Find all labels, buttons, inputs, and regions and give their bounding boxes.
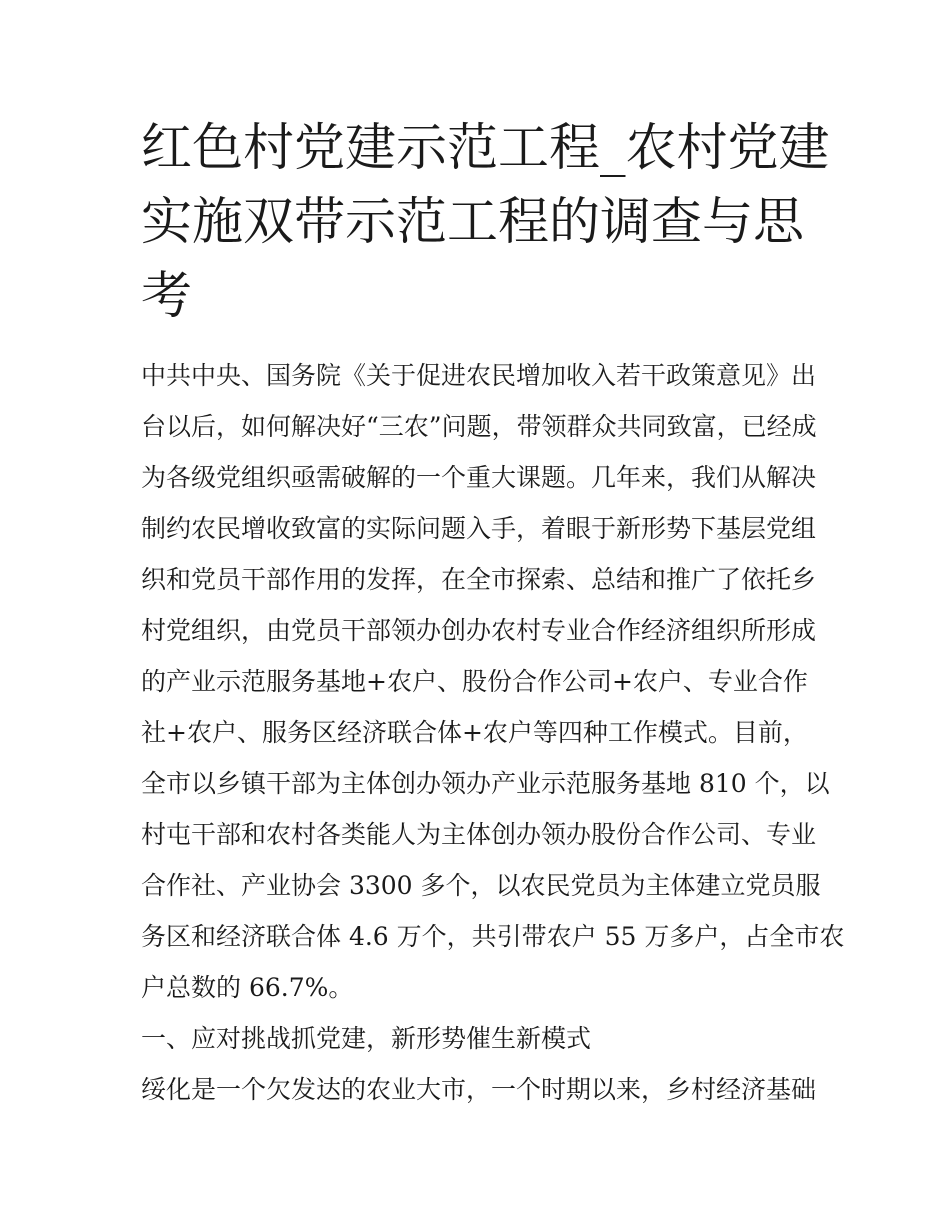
document-title xyxy=(141,112,830,334)
section-heading: 一、应对挑战抓党建，新形势催生新模式 xyxy=(141,1024,592,1053)
document-page xyxy=(141,112,845,1115)
text-line: 制约农民增收致富的实际问题入手，着眼于新形势下基层党组 xyxy=(141,514,817,543)
paragraph-body xyxy=(141,1064,817,1115)
text-line: 织和党员干部作用的发挥，在全市探索、总结和推广了依托乡 xyxy=(141,565,817,594)
text-line: 全市以乡镇干部为主体创办领办产业示范服务基地 810 个，以 xyxy=(141,769,830,798)
title-line: 实施双带示范工程的调查与思 xyxy=(141,193,805,252)
text-line: 绥化是一个欠发达的农业大市，一个时期以来，乡村经济基础 xyxy=(141,1075,817,1104)
paragraph-intro xyxy=(141,350,845,1013)
text-line: 台以后，如何解决好“三农”问题，带领群众共同致富，已经成 xyxy=(141,412,817,441)
text-line: 务区和经济联合体 4.6 万个，共引带农户 55 万多户，占全市农 xyxy=(141,922,845,951)
title-line: 考 xyxy=(141,267,193,326)
text-line: 社+农户、服务区经济联合体+农户等四种工作模式。目前， xyxy=(141,718,808,747)
text-line: 村党组织，由党员干部领办创办农村专业合作经济组织所形成 xyxy=(141,616,817,645)
title-line: 红色村党建示范工程_农村党建 xyxy=(141,119,830,178)
text-line: 村屯干部和农村各类能人为主体创办领办股份合作公司、专业 xyxy=(141,820,817,849)
text-line: 的产业示范服务基地+农户、股份合作公司+农户、专业合作 xyxy=(141,667,808,696)
text-line: 合作社、产业协会 3300 多个，以农民党员为主体建立党员服 xyxy=(141,871,821,900)
text-line: 中共中央、国务院《关于促进农民增加收入若干政策意见》出 xyxy=(141,361,817,390)
text-line: 为各级党组织亟需破解的一个重大课题。几年来，我们从解决 xyxy=(141,463,817,492)
text-line: 户总数的 66.7%。 xyxy=(141,973,354,1002)
